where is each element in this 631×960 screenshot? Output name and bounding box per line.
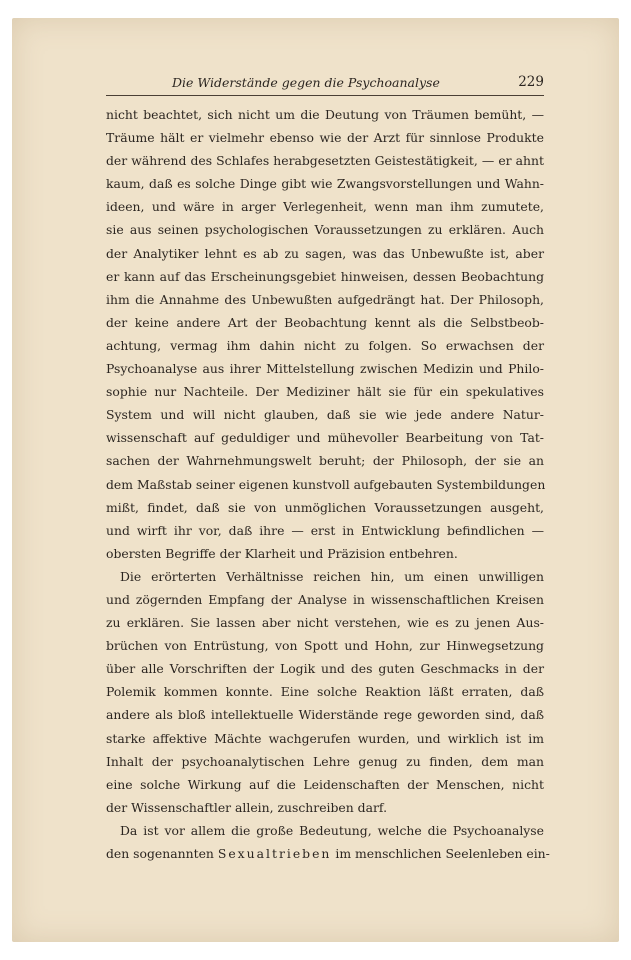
paragraph (106, 819, 544, 842)
running-title: Die Widerstände gegen die Psychoanalyse (172, 75, 440, 90)
text-line: brüchen von Entrüstung, von Spott und Hohn, zur Hinwegsetzung (106, 638, 544, 654)
text-line: Polemik kommen konnte. Eine solche Reaktion läßt erraten, daß (106, 684, 544, 700)
text-line: obersten Begriffe der Klarheit und Präzision entbehren. (106, 545, 458, 561)
text-line: wissenschaft auf geduldiger und mühevoller Bearbeitung von Tat- (106, 430, 544, 446)
text-segment: den sogenannten (106, 846, 218, 861)
text-line: nicht beachtet, sich nicht um die Deutung von Träumen bemüht, — (106, 107, 544, 122)
paragraph (106, 565, 544, 819)
text-line: über alle Vorschriften der Logik und des guten Geschmacks in der (106, 661, 544, 677)
text-line: Inhalt der psychoanalytischen Lehre genug zu finden, dem man (106, 753, 544, 769)
text-line: und zögernden Empfang der Analyse in wissenschaftlichen Kreisen (106, 591, 544, 607)
text-line: mißt, findet, daß sie von unmöglichen Voraussetzungen ausgeht, (106, 499, 544, 515)
text-line: ideen, und wäre in arger Verlegenheit, wenn man ihm zumutete, (106, 199, 544, 215)
text-line: achtung, vermag ihm dahin nicht zu folgen. So erwachsen der (106, 337, 544, 353)
text-line: zu erklären. Sie lassen aber nicht verstehen, wie es zu jenen Aus- (106, 615, 544, 631)
running-header (106, 71, 544, 96)
text-line: der während des Schlafes herabgesetzten Geistestätigkeit, — er ahnt (106, 153, 544, 169)
text-line: der Wissenschaftler allein, zuschreiben darf. (106, 799, 388, 815)
text-line: starke affektive Mächte wachgerufen wurden, und wirklich ist im (106, 730, 544, 746)
paragraph (106, 103, 544, 565)
text-line: er kann auf das Erscheinungsgebiet hinweisen, dessen Beobachtung (106, 268, 544, 284)
text-line: sie aus seinen psychologischen Voraussetzungen zu erklären. Auch (106, 222, 544, 238)
text-line: der keine andere Art der Beobachtung kennt als die Selbstbeob- (106, 314, 544, 330)
text-line: Die erörterten Verhältnisse reichen hin, um einen unwilligen (120, 568, 544, 584)
text-line: Psychoanalyse aus ihrer Mittelstellung zwischen Medizin und Philo- (106, 361, 544, 377)
text-line: eine solche Wirkung auf die Leidenschaften der Menschen, nicht (106, 776, 544, 792)
text-line: Da ist vor allem die große Bedeutung, welche die Psychoanalyse (120, 822, 544, 838)
text-line: kaum, daß es solche Dinge gibt wie Zwangsvorstellungen und Wahn- (106, 176, 544, 192)
text-line: und wirft ihr vor, daß ihre — erst in Entwicklung befindlichen — (106, 522, 544, 538)
text-line: der Analytiker lehnt es ab zu sagen, was das Unbewußte ist, aber (106, 245, 544, 261)
spaced-emphasis: Sexualtrieben (217, 846, 332, 861)
text-segment: im menschlichen Seelenleben ein- (331, 846, 550, 861)
text-line: Träume hält er vielmehr ebenso wie der Arzt für sinnlose Produkte (106, 130, 544, 146)
text-line: sachen der Wahrnehmungswelt beruht; der Philosoph, der sie an (106, 453, 544, 469)
page-number: 229 (518, 74, 544, 90)
text-line: System und will nicht glauben, daß sie wie jede andere Natur- (106, 407, 544, 423)
text-line: andere als bloß intellektuelle Widerstände rege geworden sind, daß (106, 707, 544, 723)
text-line (106, 842, 550, 865)
text-line: ihm die Annahme des Unbewußten aufgedrängt hat. Der Philosoph, (106, 291, 544, 307)
body-text (106, 103, 550, 865)
text-line: sophie nur Nachteile. Der Mediziner hält sie für ein spekulatives (106, 384, 544, 400)
text-line: dem Maßstab seiner eigenen kunstvoll aufgebauten Systembildungen (106, 476, 546, 492)
